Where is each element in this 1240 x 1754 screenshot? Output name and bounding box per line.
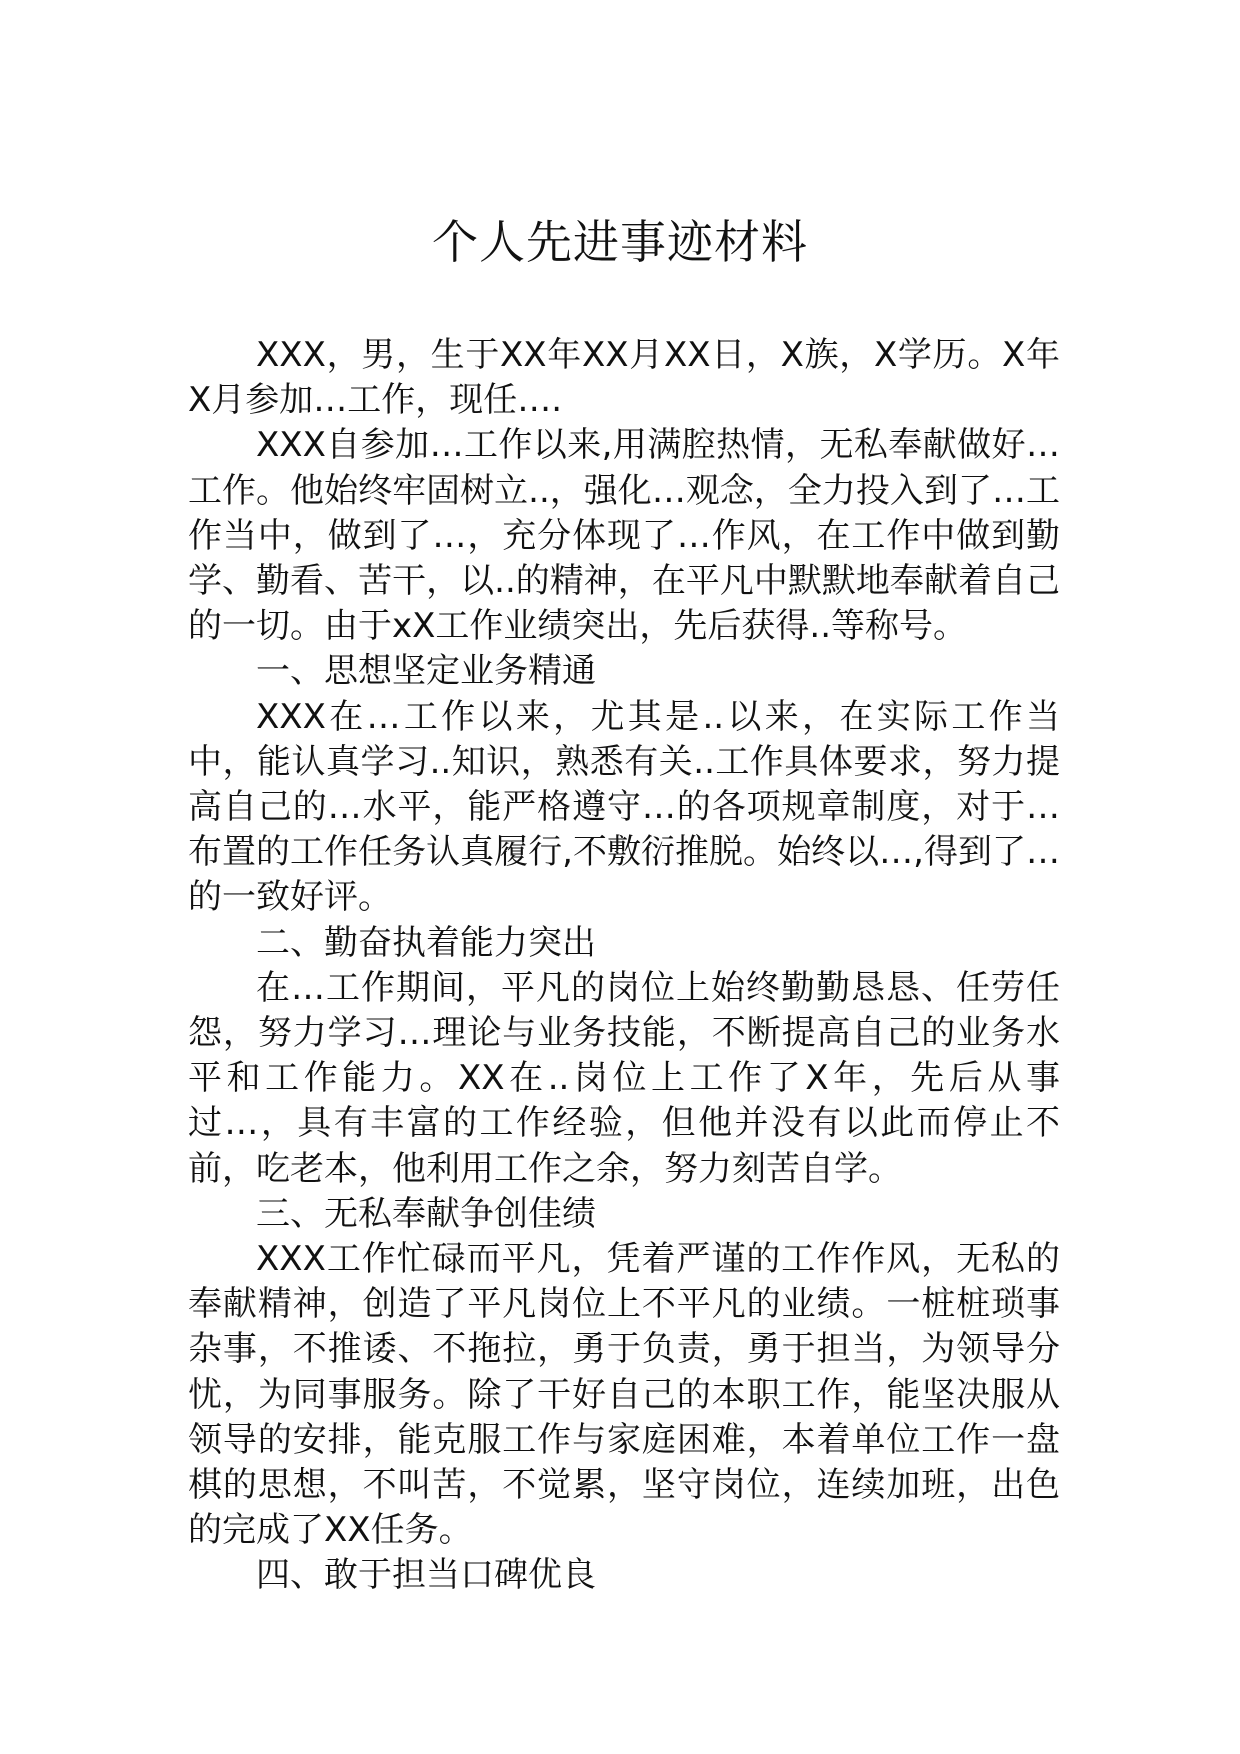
- section-heading-3: 三、无私奉献争创佳绩: [256, 1193, 596, 1234]
- section-paragraph-1: XXX在…工作以来，尤其是..以来，在实际工作当中，能认真学习..知识，熟悉有关..工作具体要求，努力提高自己的…水平，能严格遵守…的各项规章制度，对于…布置的工作任务认真履行,不敷衍推脱。始终以…,得到了…的一致好评。: [188, 696, 1060, 918]
- summary-paragraph: XXX自参加…工作以来,用满腔热情，无私奉献做好…工作。他始终牢固树立..，强化…观念，全力投入到了…工作当中，做到了…，充分体现了…作风，在工作中做到勤学、勤看、苦干，以..的精神，在平凡中默默地奉献着自己的一切。由于xX工作业绩突出，先后获得..等称号。: [188, 425, 1060, 647]
- section-paragraph-2: 在…工作期间，平凡的岗位上始终勤勤恳恳、任劳任怨，努力学习…理论与业务技能，不断提高自己的业务水平和工作能力。XX在..岗位上工作了X年，先后从事过…，具有丰富的工作经验，但他并没有以此而停止不前，吃老本，他利用工作之余，努力刻苦自学。: [188, 967, 1060, 1189]
- section-heading-1: 一、思想坚定业务精通: [256, 651, 596, 692]
- document-body: [188, 333, 1060, 1599]
- section-heading-4: 四、敢于担当口碑优良: [256, 1555, 596, 1596]
- intro-paragraph: XXX，男，生于XX年XX月XX日，X族，X学历。X年X月参加…工作，现任….: [188, 335, 1060, 421]
- document-title: 个人先进事迹材料: [432, 215, 808, 269]
- section-heading-2: 二、勤奋执着能力突出: [256, 922, 596, 963]
- section-paragraph-3: XXX工作忙碌而平凡，凭着严谨的工作作风，无私的奉献精神，创造了平凡岗位上不平凡的业绩。一桩桩琐事杂事，不推诿、不拖拉，勇于负责，勇于担当，为领导分忧，为同事服务。除了干好自己的本职工作，能坚决服从领导的安排，能克服工作与家庭困难，本着单位工作一盘棋的思想，不叫苦，不觉累，坚守岗位，连续加班，出色的完成了XX任务。: [188, 1239, 1060, 1551]
